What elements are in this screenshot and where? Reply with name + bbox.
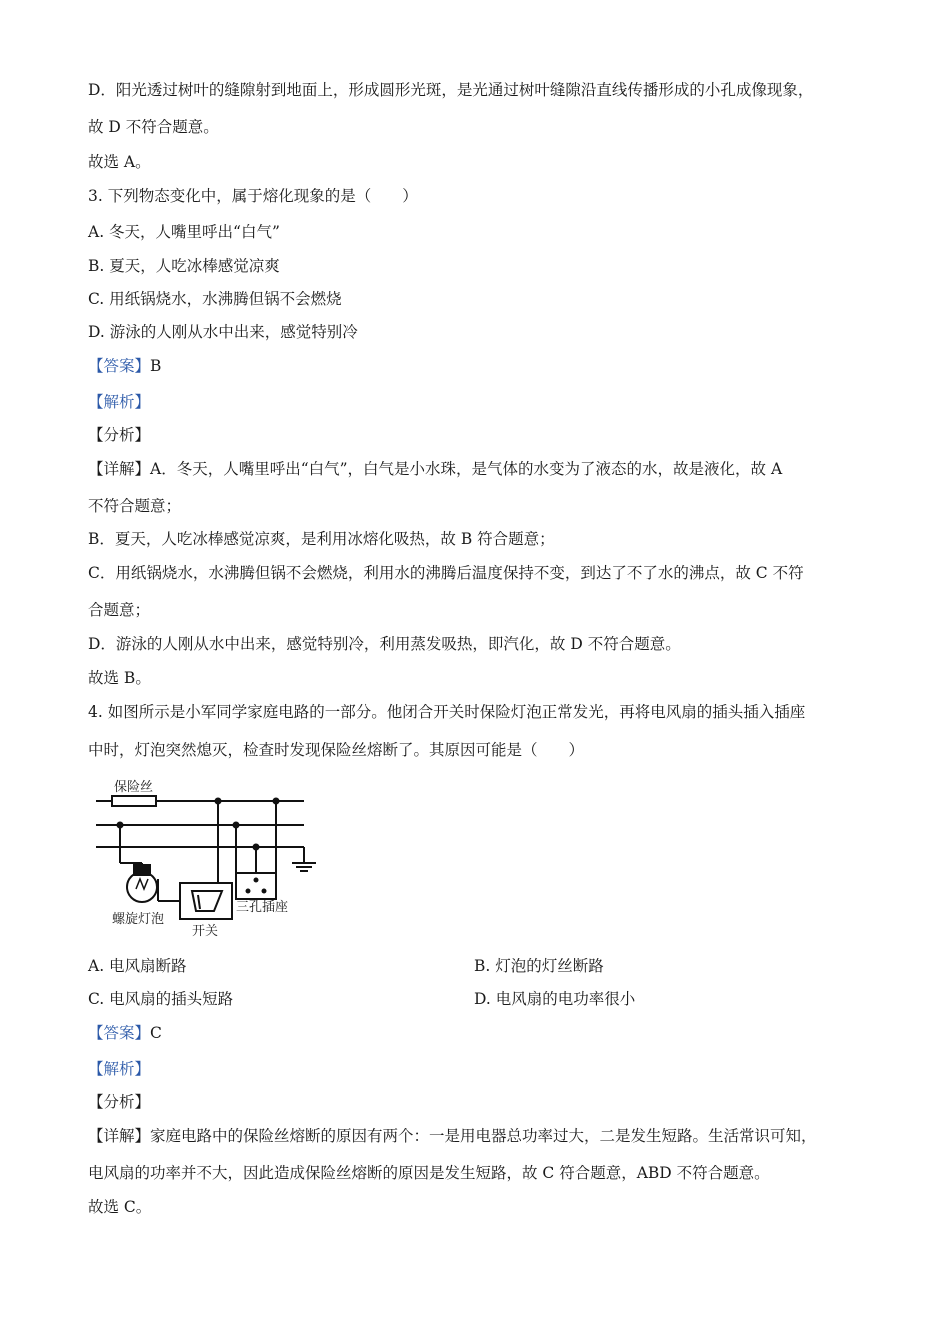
q4-detail-line1 xyxy=(88,1126,817,1146)
q3-stem: 3. 下列物态变化中，属于熔化现象的是（ ） xyxy=(88,187,418,205)
q3-detail-a-line1 xyxy=(88,459,782,479)
fuse-label: 保险丝 xyxy=(114,780,154,795)
socket-box xyxy=(236,873,276,899)
q2-select: 故选 A。 xyxy=(88,153,151,171)
q3-answer-tag: 【答案】 xyxy=(88,357,151,375)
bulb-label: 螺旋灯泡 xyxy=(112,912,165,927)
q4-answer-tag: 【答案】 xyxy=(88,1024,151,1042)
q4-detail-tag: 【详解】 xyxy=(88,1127,151,1145)
bulb-icon xyxy=(127,865,157,902)
q3-detail-tag: 【详解】 xyxy=(88,460,151,478)
circuit-diagram xyxy=(88,777,328,939)
q3-jiexi-tag: 【解析】 xyxy=(88,393,151,411)
q4-select: 故选 C。 xyxy=(88,1198,152,1216)
q4-option-a: A. 电风扇断路 xyxy=(88,957,187,975)
q3-detail-d: D．游泳的人刚从水中出来，感觉特别冷，利用蒸发吸热，即汽化，故 D 不符合题意。 xyxy=(88,635,681,653)
q4-fenxi-tag: 【分析】 xyxy=(88,1093,151,1111)
q3-detail-b: B．夏天，人吃冰棒感觉凉爽，是利用冰熔化吸热，故 B 符合题意； xyxy=(88,530,555,548)
switch-box xyxy=(180,883,232,919)
q3-answer xyxy=(88,356,161,376)
q4-answer-value: C xyxy=(150,1024,162,1042)
q4-detail-line2: 电风扇的功率并不大，因此造成保险丝熔断的原因是发生短路，故 C 符合题意，ABD 不符合题意。 xyxy=(88,1164,770,1182)
q3-detail-c-line1: C．用纸锅烧水，水沸腾但锅不会燃烧，利用水的沸腾后温度保持不变，到达了不了水的沸点，故 C 不符 xyxy=(88,564,804,582)
q4-answer xyxy=(88,1023,162,1043)
switch-label: 开关 xyxy=(192,924,219,939)
q4-stem-line1: 4. 如图所示是小军同学家庭电路的一部分。他闭合开关时保险灯泡正常发光，再将电风扇的插头插入插座 xyxy=(88,703,806,721)
q3-option-d: D. 游泳的人刚从水中出来，感觉特别冷 xyxy=(88,323,358,341)
q4-detail-text: 家庭电路中的保险丝熔断的原因有两个：一是用电器总功率过大，二是发生短路。生活常识可知， xyxy=(150,1127,817,1145)
q4-stem-line2: 中时，灯泡突然熄灭，检查时发现保险丝熔断了。其原因可能是（ ） xyxy=(88,741,585,759)
q3-fenxi-tag: 【分析】 xyxy=(88,426,151,444)
q3-detail-a-line2: 不符合题意； xyxy=(88,497,182,515)
q3-select: 故选 B。 xyxy=(88,669,151,687)
q3-detail-a-text: A．冬天，人嘴里呼出“白气”，白气是小水珠，是气体的水变为了液态的水，故是液化，故 A xyxy=(150,460,783,478)
fuse-icon xyxy=(112,796,156,806)
q4-option-c: C. 电风扇的插头短路 xyxy=(88,990,234,1008)
q3-option-c: C. 用纸锅烧水，水沸腾但锅不会燃烧 xyxy=(88,290,342,308)
q3-option-a: A. 冬天，人嘴里呼出“白气” xyxy=(88,223,280,241)
q3-detail-c-line2: 合题意； xyxy=(88,601,151,619)
q4-option-d: D. 电风扇的电功率很小 xyxy=(474,990,636,1008)
q2-option-d-explanation-line2: 故 D 不符合题意。 xyxy=(88,118,219,136)
q3-option-b: B. 夏天，人吃冰棒感觉凉爽 xyxy=(88,257,280,275)
q2-option-d-explanation-line1: D．阳光透过树叶的缝隙射到地面上，形成圆形光斑，是光通过树叶缝隙沿直线传播形成的小孔成像现象， xyxy=(88,81,814,99)
q4-option-b: B. 灯泡的灯丝断路 xyxy=(474,957,604,975)
q3-answer-value: B xyxy=(150,357,162,375)
socket-label: 三孔插座 xyxy=(236,900,289,915)
q4-jiexi-tag: 【解析】 xyxy=(88,1060,151,1078)
